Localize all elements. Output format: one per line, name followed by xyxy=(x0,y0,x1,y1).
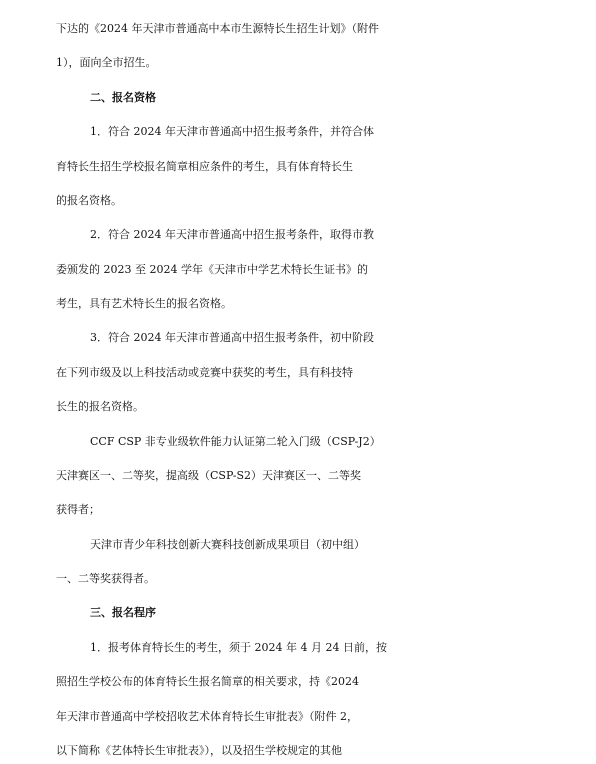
body-text-line: 委颁发的 2023 至 2024 学年《天津市中学艺术特长生证书》的 xyxy=(56,263,368,276)
body-text-line: 以下简称《艺体特长生审批表》），以及招生学校规定的其他 xyxy=(56,744,342,757)
body-text-line: 1），面向全市招生。 xyxy=(56,56,157,69)
body-text-line: 的报名资格。 xyxy=(56,194,122,207)
body-text-line: 获得者； xyxy=(56,503,100,516)
body-text-line: CCF CSP 非专业级软件能力认证第二轮入门级（CSP-J2） xyxy=(90,435,381,448)
body-text-line: 3．符合 2024 年天津市普通高中招生报考条件，初中阶段 xyxy=(90,331,374,344)
body-text-line: 2．符合 2024 年天津市普通高中招生报考条件，取得市教 xyxy=(90,228,374,241)
body-text-line: 1．报考体育特长生的考生，须于 2024 年 4 月 24 日前，按 xyxy=(90,641,387,654)
body-text-line: 长生的报名资格。 xyxy=(56,400,144,413)
body-text-line: 考生，具有艺术特长生的报名资格。 xyxy=(56,297,232,310)
body-text-line: 年天津市普通高中学校招收艺术体育特长生审批表》（附件 2， xyxy=(56,710,358,723)
body-text-line: 下达的《2024 年天津市普通高中本市生源特长生招生计划》（附件 xyxy=(56,22,379,35)
section-heading-procedure: 三、报名程序 xyxy=(90,606,156,619)
body-text-line: 照招生学校公布的体育特长生报名简章的相关要求，持《2024 xyxy=(56,675,359,688)
body-text-line: 育特长生招生学校报名简章相应条件的考生，具有体育特长生 xyxy=(56,160,353,173)
body-text-line: 1．符合 2024 年天津市普通高中招生报考条件，并符合体 xyxy=(90,125,374,138)
body-text-line: 一、二等奖获得者。 xyxy=(56,572,155,585)
body-text-line: 在下列市级及以上科技活动或竞赛中获奖的考生，具有科技特 xyxy=(56,366,353,379)
body-text-line: 天津赛区一、二等奖，提高级（CSP-S2）天津赛区一、二等奖 xyxy=(56,469,362,482)
body-text-line: 天津市青少年科技创新大赛科技创新成果项目（初中组） xyxy=(90,538,365,551)
section-heading-eligibility: 二、报名资格 xyxy=(90,91,156,104)
